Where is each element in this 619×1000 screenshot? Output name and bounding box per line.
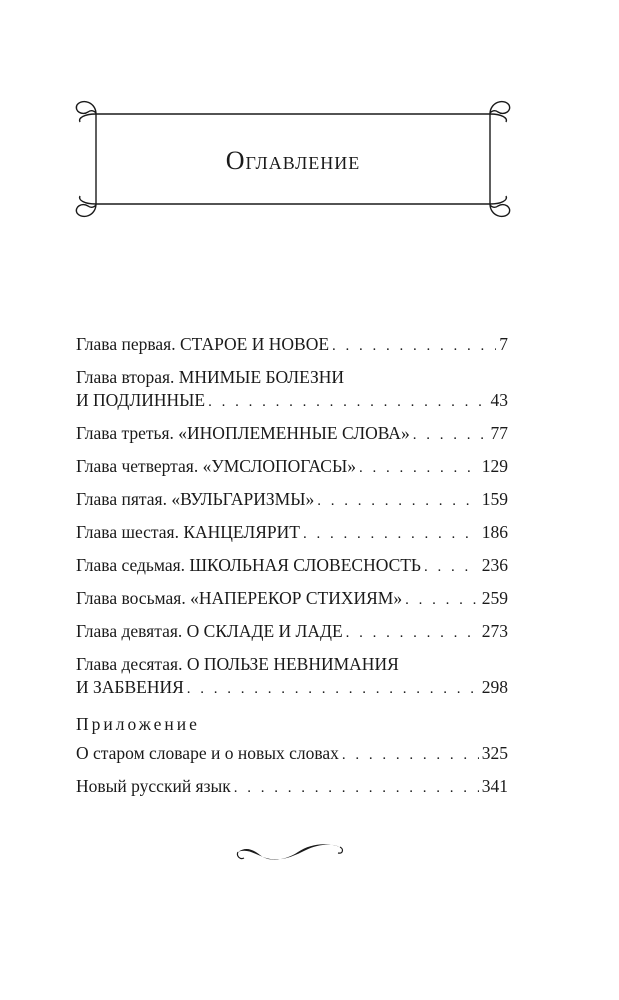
chapter-title: Глава седьмая. ШКОЛЬНАЯ СЛОВЕСНОСТЬ [76, 555, 421, 575]
leader-dots [317, 490, 479, 513]
toc-entry-chapter-10[interactable] [76, 653, 508, 701]
toc-entry-appendix-1[interactable] [76, 742, 508, 767]
leader-dots [424, 556, 479, 579]
chapter-title: Глава восьмая. «НАПЕРЕКОР СТИХИЯМ» [76, 588, 403, 608]
page-number: 298 [481, 677, 508, 697]
chapter-title: Глава десятая. О ПОЛЬЗЕ НЕВНИМАНИЯ [76, 654, 399, 674]
chapter-title: Глава пятая. «ВУЛЬГАРИЗМЫ» [76, 489, 315, 509]
toc-entry-chapter-5[interactable] [76, 488, 508, 513]
toc-entry-chapter-3[interactable] [76, 422, 508, 447]
title-frame [74, 96, 512, 222]
leader-dots [342, 744, 479, 767]
toc-entry-chapter-7[interactable] [76, 554, 508, 579]
page-number: 236 [481, 555, 508, 575]
chapter-title: Глава четвертая. «УМСЛОПОГАСЫ» [76, 456, 356, 476]
appendix-item-title: Новый русский язык [76, 776, 231, 796]
page-number: 325 [481, 743, 508, 763]
leader-dots [208, 391, 487, 414]
leader-dots [332, 335, 496, 358]
leader-dots [303, 523, 479, 546]
chapter-title: Глава шестая. КАНЦЕЛЯРИТ [76, 522, 300, 542]
page-number: 129 [481, 456, 508, 476]
page-number: 77 [490, 423, 508, 443]
leader-dots [405, 589, 479, 612]
leader-dots [346, 622, 479, 645]
chapter-title: Глава вторая. МНИМЫЕ БОЛЕЗНИ [76, 367, 345, 387]
chapter-title: Глава девятая. О СКЛАДЕ И ЛАДЕ [76, 621, 343, 641]
page-number: 159 [481, 489, 508, 509]
table-of-contents [76, 333, 508, 808]
appendix-item-title: О старом словаре и о новых словах [76, 743, 339, 763]
leader-dots [413, 424, 488, 447]
appendix-heading: Приложение [76, 714, 200, 734]
flourish-ornament-icon [236, 838, 346, 873]
chapter-title: Глава первая. СТАРОЕ И НОВОЕ [76, 334, 330, 354]
page-title: Оглавление [225, 146, 361, 175]
page-number: 43 [490, 390, 508, 410]
toc-entry-chapter-4[interactable] [76, 455, 508, 480]
chapter-title-continuation: И ЗАБВЕНИЯ [76, 677, 184, 697]
page-number: 341 [481, 776, 508, 796]
toc-entry-chapter-1[interactable] [76, 333, 508, 358]
toc-entry-appendix-2[interactable] [76, 775, 508, 800]
leader-dots [234, 777, 479, 800]
toc-entry-chapter-2[interactable] [76, 366, 508, 414]
page-number: 186 [481, 522, 508, 542]
chapter-title: Глава третья. «ИНОПЛЕМЕННЫЕ СЛОВА» [76, 423, 410, 443]
page-number: 273 [481, 621, 508, 641]
leader-dots [359, 457, 479, 480]
toc-entry-chapter-8[interactable] [76, 587, 508, 612]
leader-dots [187, 678, 479, 701]
page-number: 259 [481, 588, 508, 608]
toc-entry-chapter-6[interactable] [76, 521, 508, 546]
page-number: 7 [499, 334, 508, 354]
chapter-title-continuation: И ПОДЛИННЫЕ [76, 390, 206, 410]
toc-entry-chapter-9[interactable] [76, 620, 508, 645]
